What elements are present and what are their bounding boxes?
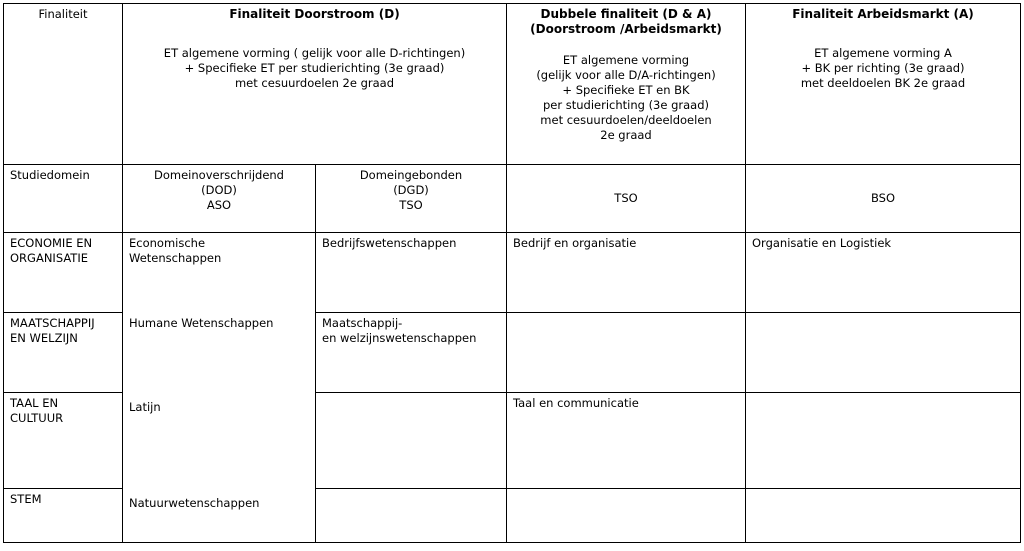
arbeidsmarkt-cell: [746, 393, 1021, 489]
dod-item-text: Wetenschappen: [129, 251, 222, 265]
finaliteit-table: [3, 3, 1021, 543]
studiedomein-label-cell: [4, 165, 123, 233]
dod-header-cell: [123, 165, 316, 233]
domain-label: MAATSCHAPPIJ: [10, 316, 95, 330]
domain-row: [4, 233, 1021, 313]
dod-type: ASO: [206, 198, 232, 212]
dubbel-line: (gelijk voor alle D/A-richtingen): [536, 68, 716, 82]
arbeidsmarkt-cell: [746, 489, 1021, 543]
studiedomein-row: [4, 165, 1021, 233]
domain-label: CULTUUR: [10, 411, 64, 425]
dubbel-line: met cesuurdoelen/deeldoelen: [540, 113, 712, 127]
header-finaliteit-cell: [4, 4, 123, 165]
dgd-cell: [316, 393, 507, 489]
arbeidsmarkt-type: BSO: [870, 191, 896, 205]
dubbel-item: Bedrijf en organisatie: [513, 236, 637, 250]
domain-label-cell: [4, 313, 123, 393]
header-doorstroom-cell: [123, 4, 507, 165]
dod-item: [129, 236, 221, 266]
domain-label-cell: [4, 233, 123, 313]
arbeidsmarkt-line: ET algemene vorming A: [814, 46, 952, 60]
dgd-name: Domeingebonden: [359, 168, 463, 182]
studiedomein-label: Studiedomein: [10, 168, 90, 182]
arbeidsmarkt-line: + BK per richting (3e graad): [801, 61, 965, 75]
arbeidsmarkt-type-cell: [746, 165, 1021, 233]
dgd-cell: [316, 313, 507, 393]
dgd-header-cell: [316, 165, 507, 233]
dod-item-text: Natuurwetenschappen: [129, 496, 260, 510]
dod-item: [129, 496, 259, 511]
header-row: [4, 4, 1021, 165]
dubbel-cell: [507, 233, 746, 313]
arbeidsmarkt-description: [752, 46, 1014, 91]
dod-item-text: Latijn: [129, 400, 161, 414]
dgd-cell: [316, 233, 507, 313]
doorstroom-description: [129, 46, 500, 91]
dod-name: Domeinoverschrijdend: [154, 168, 284, 182]
doorstroom-title: Finaliteit Doorstroom (D): [229, 7, 400, 21]
header-finaliteit-label: Finaliteit: [38, 7, 88, 21]
dubbel-line: 2e graad: [600, 128, 652, 142]
dod-abbr: (DOD): [201, 183, 237, 197]
domain-label: EN WELZIJN: [10, 331, 78, 345]
header-arbeidsmarkt-cell: [746, 4, 1021, 165]
domain-label: TAAL EN: [10, 396, 59, 410]
header-dubbel-cell: [507, 4, 746, 165]
doorstroom-line: met cesuurdoelen 2e graad: [234, 76, 395, 90]
doorstroom-line: ET algemene vorming ( gelijk voor alle D-richtingen): [163, 46, 466, 60]
dod-item: [129, 400, 161, 415]
dod-column-cell: [123, 233, 316, 543]
domain-label-cell: [4, 393, 123, 489]
dubbel-type-cell: [507, 165, 746, 233]
arbeidsmarkt-line: met deeldoelen BK 2e graad: [800, 76, 966, 90]
domain-label: STEM: [10, 492, 42, 506]
dubbel-item: Taal en communicatie: [513, 396, 639, 410]
dod-item-text: Humane Wetenschappen: [129, 316, 274, 330]
domain-label-cell: [4, 489, 123, 543]
dubbel-cell: [507, 313, 746, 393]
dgd-item: Bedrijfswetenschappen: [322, 236, 457, 250]
dubbel-subtitle: (Doorstroom /Arbeidsmarkt): [530, 22, 722, 36]
dgd-item: Maatschappij-: [322, 316, 403, 330]
dod-item-text: Economische: [129, 236, 206, 250]
dubbel-line: ET algemene vorming: [562, 53, 690, 67]
arbeidsmarkt-title: Finaliteit Arbeidsmarkt (A): [792, 7, 974, 21]
doorstroom-line: + Specifieke ET per studierichting (3e graad): [184, 61, 445, 75]
dod-item: [129, 316, 273, 331]
dubbel-cell: [507, 393, 746, 489]
domain-label: ECONOMIE EN: [10, 236, 93, 250]
dgd-type: TSO: [399, 198, 423, 212]
dgd-abbr: (DGD): [393, 183, 429, 197]
arbeidsmarkt-cell: [746, 233, 1021, 313]
dubbel-line: + Specifieke ET en BK: [562, 83, 690, 97]
dgd-item: en welzijnswetenschappen: [322, 331, 477, 345]
dgd-cell: [316, 489, 507, 543]
arbeidsmarkt-cell: [746, 313, 1021, 393]
dubbel-description: [513, 53, 739, 143]
dubbel-cell: [507, 489, 746, 543]
arbeidsmarkt-item: Organisatie en Logistiek: [752, 236, 892, 250]
domain-label: ORGANISATIE: [10, 251, 88, 265]
dubbel-title: Dubbele finaliteit (D & A): [540, 7, 712, 21]
dubbel-type: TSO: [614, 191, 638, 205]
dubbel-line: per studierichting (3e graad): [542, 98, 710, 112]
